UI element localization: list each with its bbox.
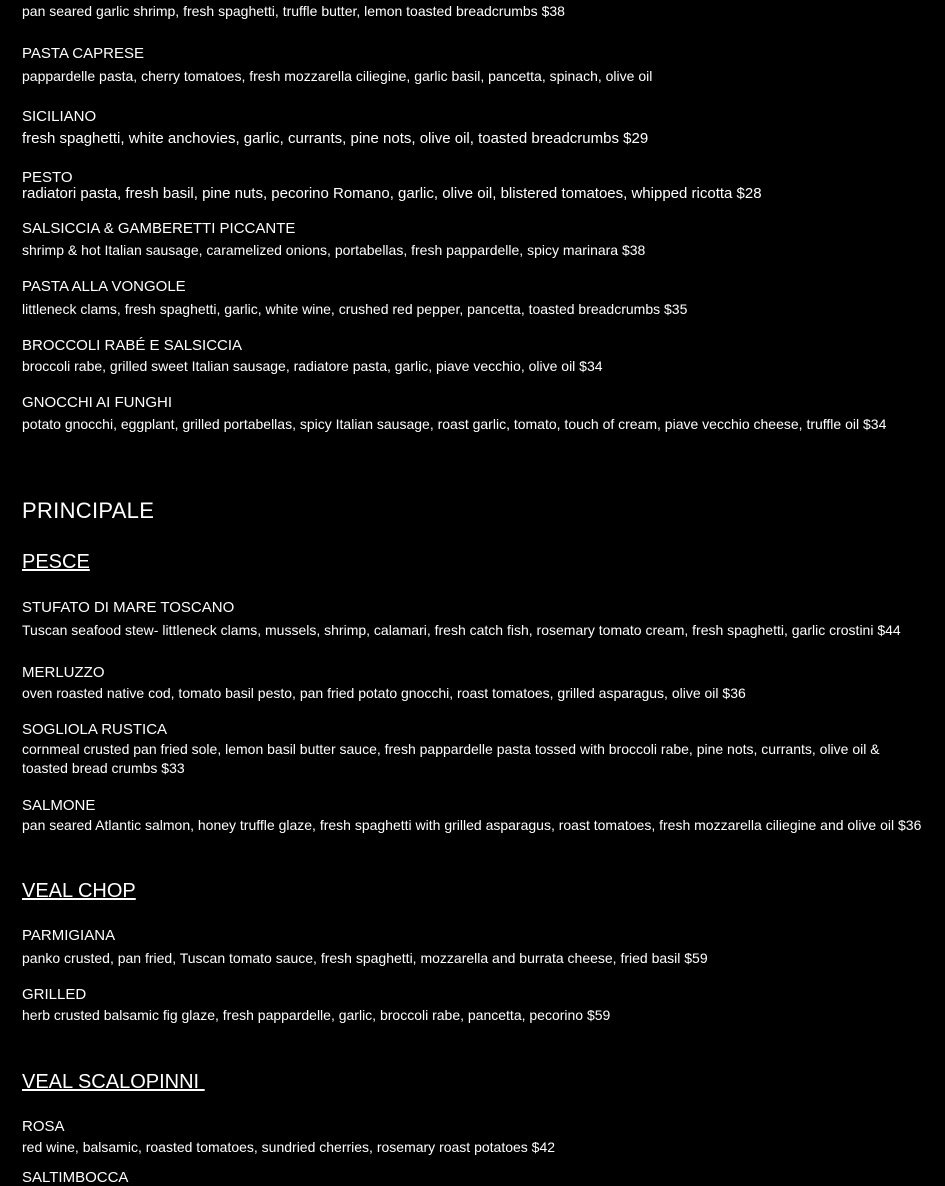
menu-item-description: pappardelle pasta, cherry tomatoes, fresh mozzarella ciliegine, garlic basil, pancetta, spinach, olive oil	[22, 68, 653, 84]
menu-item-name: SALTIMBOCCA	[22, 1169, 129, 1186]
menu-item-name: GRILLED	[22, 986, 87, 1003]
menu-item-description: broccoli rabe, grilled sweet Italian sausage, radiatore pasta, garlic, piave vecchio, olive oil $34	[22, 358, 603, 374]
menu-item-name: PESTO	[22, 169, 73, 186]
menu-item-name: PASTA ALLA VONGOLE	[22, 278, 186, 295]
menu-item-description: pan seared Atlantic salmon, honey truffle glaze, fresh spaghetti with grilled asparagus, roast tomatoes, fresh mozzarella ciliegine and olive oil $36	[22, 817, 922, 833]
menu-item-name: PASTA CAPRESE	[22, 45, 144, 62]
subsection-heading-veal-chop: VEAL CHOP	[22, 880, 136, 902]
section-heading-principale: PRINCIPALE	[22, 498, 155, 523]
menu-item-description: herb crusted balsamic fig glaze, fresh pappardelle, garlic, broccoli rabe, pancetta, pecorino $59	[22, 1007, 611, 1023]
menu-item-name: SICILIANO	[22, 108, 97, 125]
subsection-heading-veal-scalopinni: VEAL SCALOPINNI	[22, 1071, 205, 1093]
menu-item-description: panko crusted, pan fried, Tuscan tomato sauce, fresh spaghetti, mozzarella and burrata cheese, fried basil $59	[22, 950, 708, 966]
menu-item-description: fresh spaghetti, white anchovies, garlic, currants, pine nots, olive oil, toasted breadcrumbs $29	[22, 130, 649, 147]
menu-item-description: cornmeal crusted pan fried sole, lemon basil butter sauce, fresh pappardelle pasta tossed with broccoli rabe, pine nots, currants, olive oil & toasted bread crumbs $33	[22, 741, 880, 776]
menu-item-name: PARMIGIANA	[22, 927, 116, 944]
menu-item-description: potato gnocchi, eggplant, grilled portabellas, spicy Italian sausage, roast garlic, tomato, touch of cream, piave vecchio cheese, truffle oil $34	[22, 416, 887, 432]
menu-item-name: MERLUZZO	[22, 664, 105, 681]
subsection-heading-pesce: PESCE	[22, 551, 90, 573]
menu-item-name: STUFATO DI MARE TOSCANO	[22, 599, 235, 616]
menu-item-description: shrimp & hot Italian sausage, caramelized onions, portabellas, fresh pappardelle, spicy marinara $38	[22, 242, 646, 258]
menu-item-name: ROSA	[22, 1118, 65, 1135]
menu-item-name: SOGLIOLA RUSTICA	[22, 721, 168, 738]
menu-item-name: GNOCCHI AI FUNGHI	[22, 394, 173, 411]
menu-item-name: BROCCOLI RABÉ E SALSICCIA	[22, 337, 243, 354]
menu-item-description: pan seared garlic shrimp, fresh spaghetti, truffle butter, lemon toasted breadcrumbs $38	[22, 3, 565, 19]
menu-item-name: SALMONE	[22, 797, 96, 814]
menu-item-description: littleneck clams, fresh spaghetti, garlic, white wine, crushed red pepper, pancetta, toasted breadcrumbs $35	[22, 301, 688, 317]
menu-item-name: SALSICCIA & GAMBERETTI PICCANTE	[22, 220, 296, 237]
menu-item-description: red wine, balsamic, roasted tomatoes, sundried cherries, rosemary roast potatoes $42	[22, 1139, 556, 1155]
menu-item-description: radiatori pasta, fresh basil, pine nuts, pecorino Romano, garlic, olive oil, blistered tomatoes, whipped ricotta $28	[22, 185, 762, 202]
menu-item-description: oven roasted native cod, tomato basil pesto, pan fried potato gnocchi, roast tomatoes, grilled asparagus, olive oil $36	[22, 685, 746, 701]
menu-item-description: Tuscan seafood stew- littleneck clams, mussels, shrimp, calamari, fresh catch fish, rosemary tomato cream, fresh spaghetti, garlic crostini $44	[22, 622, 901, 638]
